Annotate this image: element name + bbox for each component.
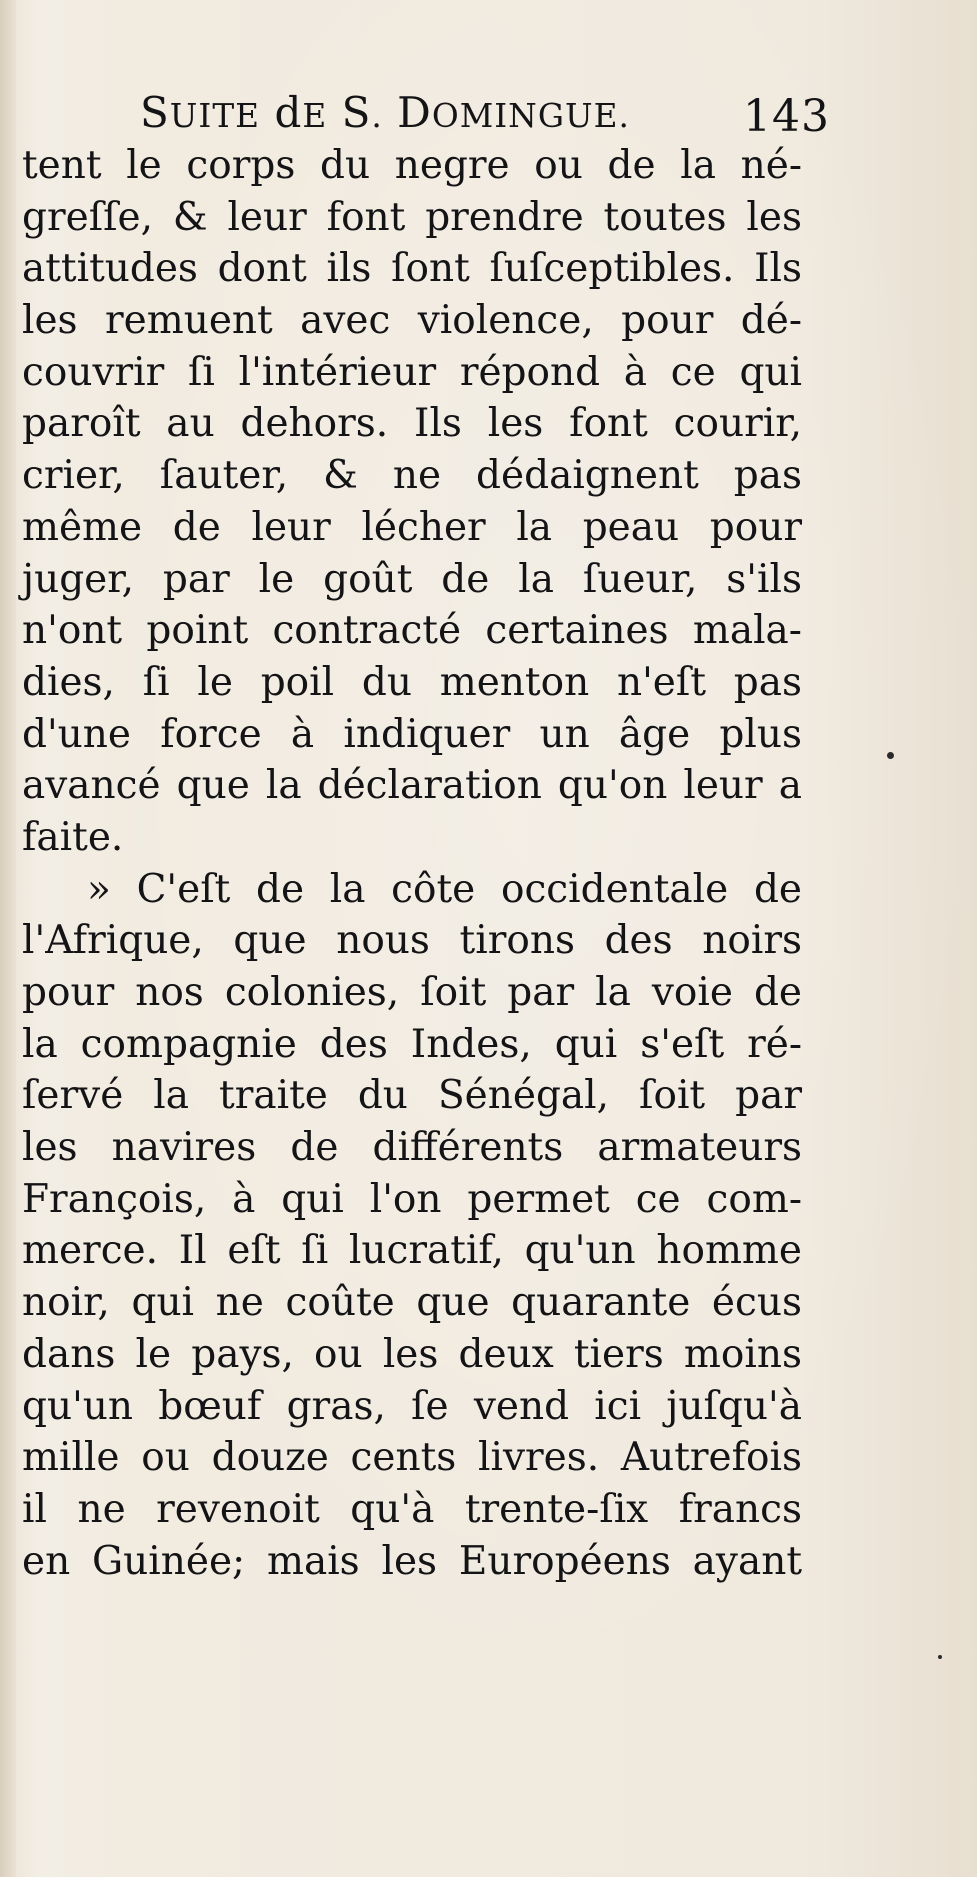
text-line: qu'un bœuf gras, ſe vend ici juſqu'à	[22, 1383, 802, 1429]
running-title	[140, 88, 630, 141]
text-line: paroît au dehors. Ils les font courir,	[22, 401, 802, 447]
paragraph-end-line: faite.	[22, 814, 124, 860]
text-line: ſervé la traite du Sénégal, ſoit par	[22, 1073, 802, 1119]
ink-speck	[938, 1655, 942, 1659]
text-line: l'Afrique, que nous tirons des noirs	[22, 918, 802, 964]
text-line: même de leur lécher la peau pour	[22, 504, 802, 550]
text-line: tent le corps du negre ou de la né-	[22, 143, 802, 188]
page-number: 143	[743, 91, 830, 142]
paragraph-start-line: » C'eſt de la côte occidentale de	[87, 866, 802, 912]
running-title-word: dE	[274, 88, 328, 137]
body-text	[22, 140, 802, 1587]
text-line: en Guinée; mais les Européens ayant	[22, 1538, 802, 1584]
text-line: dans le pays, ou les deux tiers moins	[22, 1331, 802, 1377]
text-line: les remuent avec violence, pour dé-	[22, 298, 802, 344]
text-line: crier, ſauter, & ne dédaignent pas	[22, 453, 802, 499]
text-line: d'une force à indiquer un âge plus	[22, 711, 802, 757]
text-line: avancé que la déclaration qu'on leur a	[22, 763, 802, 809]
running-title-word: SUITE	[140, 88, 261, 137]
text-line: il ne revenoit qu'à trente-ſix francs	[22, 1486, 802, 1532]
running-title-word: DOMINGUE.	[397, 88, 630, 137]
text-line: greſſe, & leur font prendre toutes les	[22, 194, 802, 240]
text-line: couvrir ſi l'intérieur répond à ce qui	[22, 349, 802, 395]
text-line: les navires de différents armateurs	[22, 1125, 802, 1171]
text-line: François, à qui l'on permet ce com-	[22, 1176, 802, 1222]
page-gutter	[0, 0, 16, 1877]
text-line: merce. Il eſt ſi lucratif, qu'un homme	[22, 1228, 802, 1274]
page-header	[140, 88, 830, 142]
text-line: n'ont point contracté certaines mala-	[22, 608, 802, 654]
running-title-word: S.	[341, 88, 383, 137]
text-line: pour nos colonies, ſoit par la voie de	[22, 970, 802, 1015]
text-line: mille ou douze cents livres. Autrefois	[22, 1435, 802, 1481]
text-line: noir, qui ne coûte que quarante écus	[22, 1280, 802, 1326]
text-line: attitudes dont ils ſont ſuſceptibles. Ils	[22, 246, 802, 292]
text-line: juger, par le goût de la ſueur, s'ils	[22, 556, 802, 602]
ink-speck	[887, 752, 894, 759]
text-line: dies, ſi le poil du menton n'eſt pas	[22, 659, 802, 705]
text-line: la compagnie des Indes, qui s'eſt ré-	[22, 1021, 802, 1067]
